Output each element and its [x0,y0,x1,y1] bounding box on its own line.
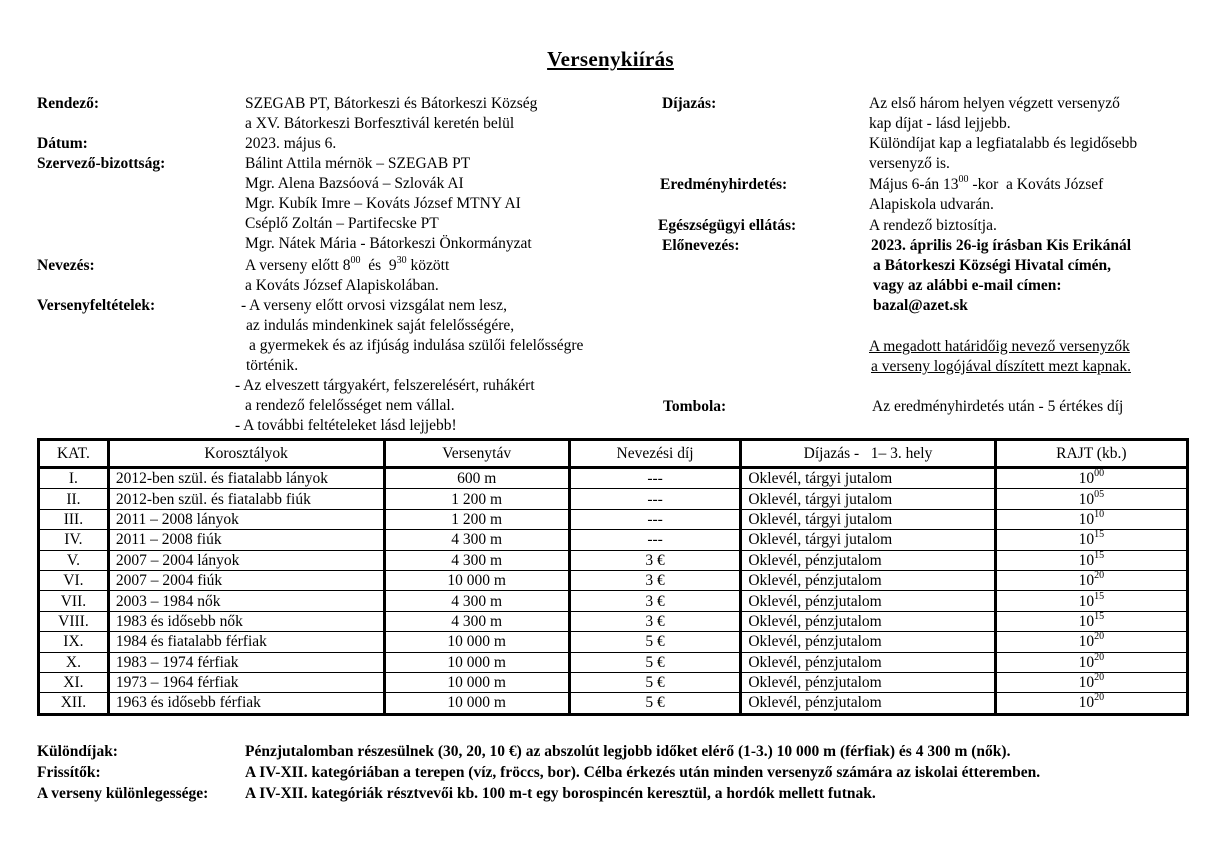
organizer-line: SZEGAB PT, Bátorkeszi és Bátorkeszi Község [245,95,538,112]
date-label: Dátum: [37,135,88,152]
cell-age-group: 2007 – 2004 lányok [108,550,384,570]
cell-age-group: 1984 és fiatalabb férfiak [108,632,384,652]
cell-entry-fee: --- [569,468,740,489]
registration-label: Nevezés: [37,257,95,274]
refreshments-label: Frissítők: [37,764,101,781]
cell-prize: Oklevél, tárgyi jutalom [741,509,995,529]
cell-category: X. [39,652,109,672]
cell-age-group: 1963 és idősebb férfiak [108,693,384,714]
table-row [39,652,1188,672]
results-time: Május 6-án $13^{00}$ -kor a Kováts József [869,174,1104,193]
condition-line: a rendező felelősséget nem vállal. [245,397,455,414]
medical-label: Egészségügyi ellátás: [658,217,797,234]
date-value: 2023. május 6. [245,135,337,152]
cell-age-group: 1973 – 1964 férfiak [108,672,384,692]
table-row [39,672,1188,692]
cell-start-time: $10^{15}$ [995,591,1187,611]
table-header-row [39,440,1188,468]
race-categories-table [37,438,1189,716]
cell-start-time: $10^{20}$ [995,632,1187,652]
cell-distance: 10 000 m [384,570,569,590]
committee-member: Mgr. Kubík Imre – Kováts József MTNY AI [245,195,521,212]
cell-entry-fee: 5 € [569,672,740,692]
cell-age-group: 1983 és idősebb nők [108,611,384,631]
cell-category: XI. [39,672,109,692]
registration-time: A verseny előtt $8^{00}$ és $9^{30}$ között [245,255,450,274]
cell-age-group: 2003 – 1984 nők [108,591,384,611]
preregistration-line: a Bátorkeszi Községi Hivatal címén, [873,257,1112,274]
cell-age-group: 2012-ben szül. és fiatalabb fiúk [108,489,384,509]
specialty-label: A verseny különlegessége: [37,785,209,802]
cell-prize: Oklevél, pénzjutalom [741,570,995,590]
prizes-line: kap díjat - lásd lejjebb. [869,115,1011,132]
cell-start-time: $10^{15}$ [995,550,1187,570]
cell-distance: 1 200 m [384,509,569,529]
table-row [39,591,1188,611]
cell-distance: 10 000 m [384,672,569,692]
cell-category: IV. [39,530,109,550]
cell-entry-fee: 5 € [569,652,740,672]
registration-place: a Kováts József Alapiskolában. [245,277,439,294]
cell-category: I. [39,468,109,489]
table-row [39,570,1188,590]
specialty-text: A IV-XII. kategóriák résztvevői kb. 100 m-t egy borospincén keresztül, a hordók mellett futnak. [245,785,876,802]
raffle-label: Tombola: [663,398,727,415]
committee-member: Mgr. Nátek Mária - Bátorkeszi Önkormányzat [245,235,532,252]
organizer-label: Rendező: [37,95,99,112]
special-prizes-text: Pénzjutalomban részesülnek (30, 20, 10 €) az abszolút legjobb időket elérő (1-3.) 10 000 m (férfiak) és 4 300 m (nők). [245,743,1011,760]
cell-prize: Oklevél, pénzjutalom [741,672,995,692]
table-row [39,693,1188,714]
table-row [39,530,1188,550]
condition-line: - A verseny előtt orvosi vizsgálat nem lesz, [241,297,508,314]
cell-distance: 4 300 m [384,550,569,570]
cell-start-time: $10^{15}$ [995,611,1187,631]
cell-start-time: $10^{05}$ [995,489,1187,509]
cell-prize: Oklevél, tárgyi jutalom [741,468,995,489]
cell-prize: Oklevél, pénzjutalom [741,611,995,631]
table-row [39,632,1188,652]
committee-member: Cséplő Zoltán – Partifecske PT [245,215,439,232]
conditions-label: Versenyfeltételek: [37,297,156,314]
cell-distance: 4 300 m [384,530,569,550]
cell-prize: Oklevél, tárgyi jutalom [741,489,995,509]
results-place: Alapiskola udvarán. [869,196,994,213]
cell-category: VIII. [39,611,109,631]
results-label: Eredményhirdetés: [660,176,788,193]
cell-prize: Oklevél, pénzjutalom [741,591,995,611]
cell-entry-fee: 3 € [569,570,740,590]
preregistration-email[interactable]: bazal@azet.sk [873,297,968,314]
cell-start-time: $10^{20}$ [995,652,1187,672]
header-start: RAJT (kb.) [995,440,1187,468]
cell-distance: 600 m [384,468,569,489]
table-row [39,468,1188,489]
condition-line: - Az elveszett tárgyakért, felszerelésért, ruhákért [235,377,535,394]
preregistration-line: vagy az alábbi e-mail címen: [873,277,1062,294]
cell-entry-fee: 3 € [569,550,740,570]
cell-age-group: 2012-ben szül. és fiatalabb lányok [108,468,384,489]
committee-member: Bálint Attila mérnök – SZEGAB PT [245,155,471,172]
prizes-label: Díjazás: [662,95,717,112]
cell-entry-fee: 5 € [569,693,740,714]
cell-prize: Oklevél, pénzjutalom [741,550,995,570]
cell-prize: Oklevél, tárgyi jutalom [741,530,995,550]
cell-entry-fee: 5 € [569,632,740,652]
preregistration-label: Előnevezés: [662,237,740,254]
cell-distance: 10 000 m [384,632,569,652]
cell-category: XII. [39,693,109,714]
cell-category: III. [39,509,109,529]
header-age-group: Korosztályok [108,440,384,468]
prizes-line: Az első három helyen végzett versenyző [869,95,1120,112]
header-category: KAT. [39,440,109,468]
header-prizes: Díjazás - 1– 3. hely [741,440,995,468]
cell-entry-fee: --- [569,489,740,509]
cell-entry-fee: --- [569,530,740,550]
cell-category: IX. [39,632,109,652]
table-row [39,611,1188,631]
cell-age-group: 2011 – 2008 lányok [108,509,384,529]
header-entry-fee: Nevezési díj [569,440,740,468]
table-row [39,509,1188,529]
prizes-line: versenyző is. [869,155,950,172]
organizer-line: a XV. Bátorkeszi Borfesztivál keretén belül [245,115,515,132]
table-row [39,489,1188,509]
cell-category: V. [39,550,109,570]
cell-age-group: 1983 – 1974 férfiak [108,652,384,672]
cell-start-time: $10^{20}$ [995,693,1187,714]
jersey-note: A megadott határidőig nevező versenyzők [869,338,1130,355]
cell-category: II. [39,489,109,509]
cell-start-time: $10^{20}$ [995,672,1187,692]
cell-start-time: $10^{10}$ [995,509,1187,529]
raffle-value: Az eredményhirdetés után - 5 értékes díj [872,398,1124,415]
cell-age-group: 2007 – 2004 fiúk [108,570,384,590]
cell-distance: 4 300 m [384,611,569,631]
jersey-note: a verseny logójával díszített mezt kapnak. [871,358,1131,375]
condition-line: a gyermekek és az ifjúság indulása szülői felelősségre [249,337,584,354]
cell-distance: 1 200 m [384,489,569,509]
condition-line: történik. [246,357,299,374]
condition-line: - A további feltételeket lásd lejjebb! [235,417,457,434]
cell-entry-fee: --- [569,509,740,529]
cell-prize: Oklevél, pénzjutalom [741,632,995,652]
cell-distance: 10 000 m [384,652,569,672]
cell-prize: Oklevél, pénzjutalom [741,652,995,672]
prizes-line: Különdíjat kap a legfiatalabb és legidősebb [869,135,1138,152]
table-row [39,550,1188,570]
refreshments-text: A IV-XII. kategóriában a terepen (víz, fröccs, bor). Célba érkezés után minden versenyző számára az iskolai étteremben. [245,764,1041,781]
header-distance: Versenytáv [384,440,569,468]
preregistration-line: 2023. április 26-ig írásban Kis Erikánál [871,237,1132,254]
cell-category: VII. [39,591,109,611]
cell-distance: 4 300 m [384,591,569,611]
page-title: Versenykiírás [547,47,674,71]
cell-start-time: $10^{20}$ [995,570,1187,590]
cell-age-group: 2011 – 2008 fiúk [108,530,384,550]
condition-line: az indulás mindenkinek saját felelősségére, [246,317,515,334]
committee-member: Mgr. Alena Bazsóová – Szlovák AI [245,175,464,192]
cell-entry-fee: 3 € [569,591,740,611]
cell-category: VI. [39,570,109,590]
cell-start-time: $10^{00}$ [995,468,1187,489]
cell-entry-fee: 3 € [569,611,740,631]
special-prizes-label: Különdíjak: [37,743,118,760]
medical-value: A rendező biztosítja. [869,217,997,234]
committee-label: Szervező-bizottság: [37,155,166,172]
cell-start-time: $10^{15}$ [995,530,1187,550]
cell-prize: Oklevél, pénzjutalom [741,693,995,714]
cell-distance: 10 000 m [384,693,569,714]
